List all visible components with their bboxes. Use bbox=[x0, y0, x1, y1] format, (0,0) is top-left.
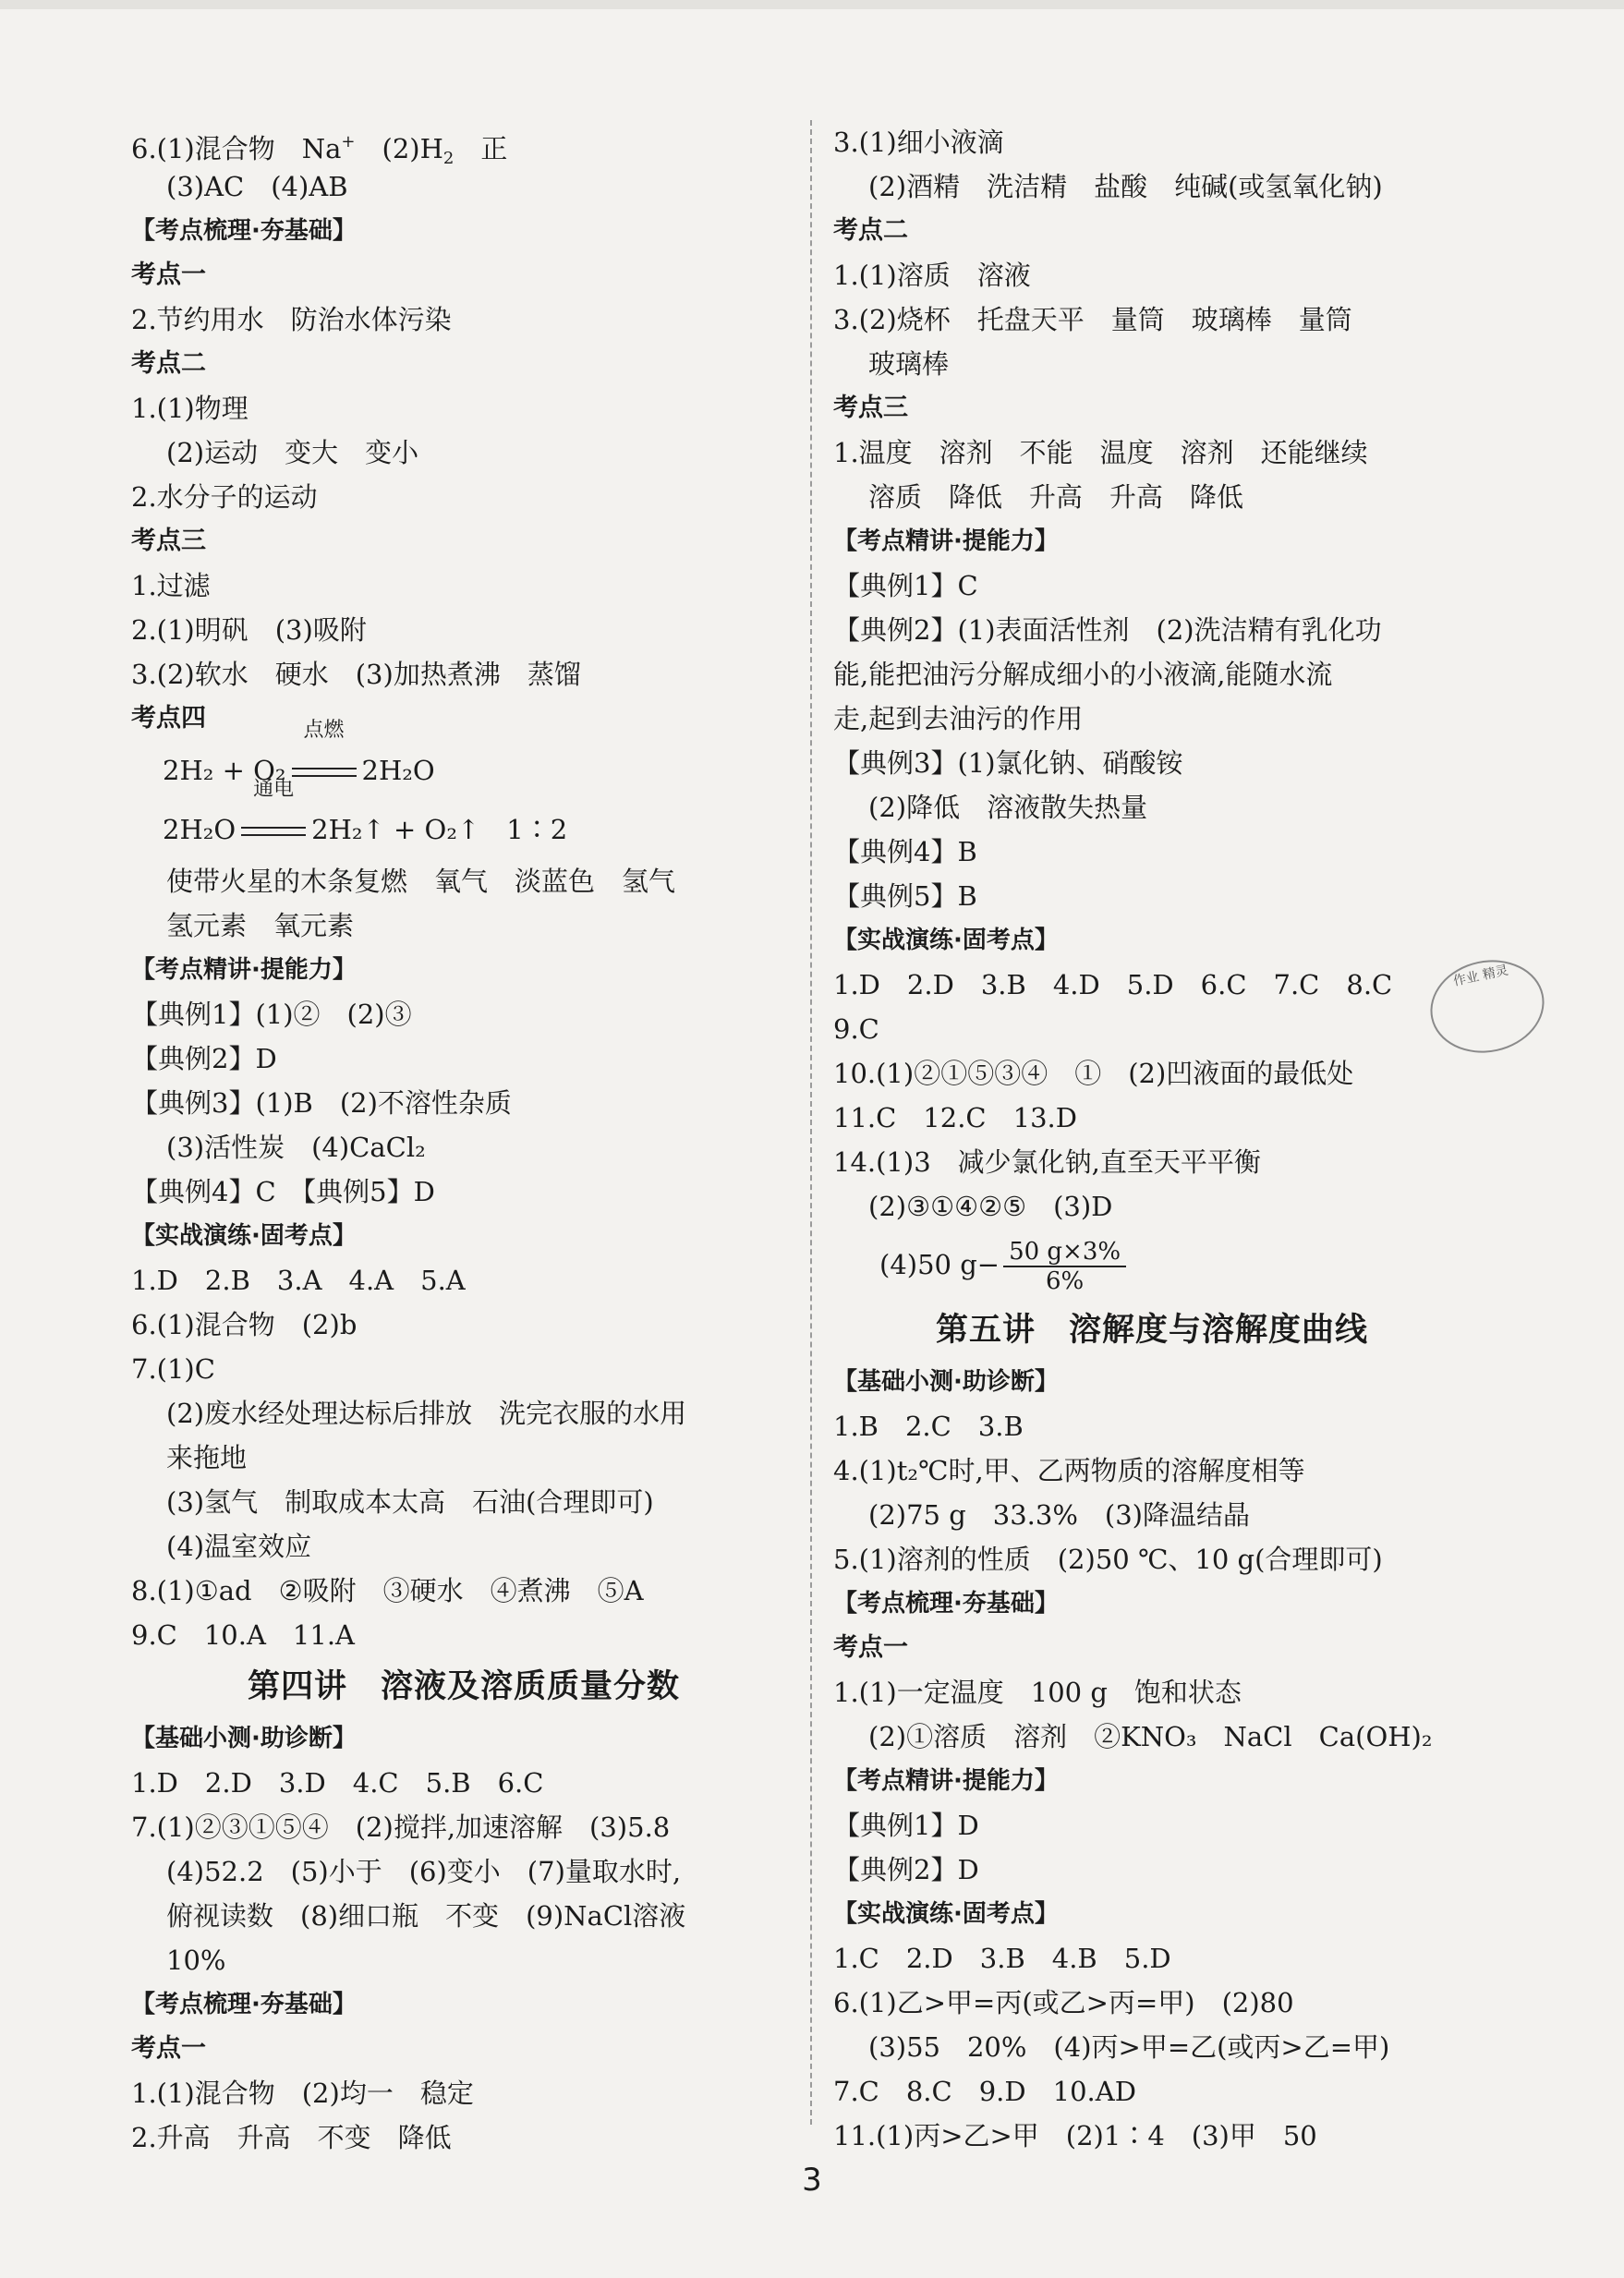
answer-line: (2)降低 溶液散失热量 bbox=[868, 792, 1148, 823]
answer-line: 7.(1)②③①⑤④ (2)搅拌,加速溶解 (3)5.8 bbox=[131, 1811, 671, 1843]
answer-line: 氢元素 氧元素 bbox=[166, 910, 355, 941]
answer-line: 1.C 2.D 3.B 4.B 5.D bbox=[833, 1943, 1171, 1974]
answer-line: 1.(1)物理 bbox=[131, 393, 248, 424]
fraction-expression: (4)50 g− $\frac{50 g\times 3\%}{6\%}$ bbox=[833, 1229, 1471, 1301]
section-header: 【实战演练·固考点】 bbox=[833, 1900, 1059, 1928]
section-header: 【实战演练·固考点】 bbox=[131, 1222, 357, 1250]
answer-line: 9.C 10.A 11.A bbox=[131, 1619, 355, 1651]
answer-line: 1.(1)溶质 溶液 bbox=[833, 260, 1031, 291]
answer-line: 10% bbox=[166, 1945, 226, 1976]
answer-line: 2.升高 升高 不变 降低 bbox=[131, 2122, 452, 2153]
column-divider bbox=[810, 120, 812, 2125]
example-answer: 【典例5】B bbox=[833, 880, 977, 912]
answer-line: 3.(2)烧杯 托盘天平 量筒 玻璃棒 量筒 bbox=[833, 304, 1352, 335]
answer-line: 8.(1)①ad ②吸附 ③硬水 ④煮沸 ⑤A bbox=[131, 1575, 644, 1606]
answer-line: 11.C 12.C 13.D bbox=[833, 1102, 1077, 1133]
section-header: 【考点精讲·提能力】 bbox=[131, 956, 357, 984]
answer-line: (2)①溶质 溶剂 ②KNO₃ NaCl Ca(OH)₂ bbox=[868, 1721, 1433, 1752]
example-answer: 【典例2】D bbox=[833, 1854, 979, 1885]
answer-line: 10.(1)②①⑤③④ ① (2)凹液面的最低处 bbox=[833, 1058, 1354, 1089]
example-answer: 【典例2】(1)表面活性剂 (2)洗洁精有乳化功 bbox=[833, 614, 1382, 646]
answer-line: (2)酒精 洗洁精 盐酸 纯碱(或氢氧化钠) bbox=[868, 171, 1383, 202]
answer-line: 11.(1)丙>乙>甲 (2)1∶4 (3)甲 50 bbox=[833, 2120, 1317, 2151]
section-header: 【实战演练·固考点】 bbox=[833, 927, 1059, 954]
left-column bbox=[131, 120, 796, 2160]
answer-line: (2)运动 变大 变小 bbox=[166, 437, 419, 468]
answer-line: 7.C 8.C 9.D 10.AD bbox=[833, 2076, 1136, 2107]
section-header: 【考点精讲·提能力】 bbox=[833, 1767, 1059, 1795]
example-answer: 【典例1】(1)② (2)③ bbox=[131, 999, 412, 1030]
section-header: 【考点梳理·夯基础】 bbox=[833, 1590, 1059, 1618]
lecture-4-title: 第四讲 溶液及溶质质量分数 bbox=[247, 1668, 680, 1705]
answer-line: 1.(1)混合物 (2)均一 稳定 bbox=[131, 2078, 474, 2109]
answer-line: 玻璃棒 bbox=[868, 348, 950, 380]
example-answer: 【典例3】(1)氯化钠、硝酸铵 bbox=[833, 747, 1183, 779]
answer-line: 5.(1)溶剂的性质 (2)50 ℃、10 g(合理即可) bbox=[833, 1544, 1383, 1575]
answer-line: 3.(2)软水 硬水 (3)加热煮沸 蒸馏 bbox=[131, 659, 581, 690]
answer-line: (4)52.2 (5)小于 (6)变小 (7)量取水时, bbox=[166, 1856, 682, 1887]
watermark-stamp: 作业 精灵 bbox=[1422, 950, 1553, 1063]
section-header: 【基础小测·助诊断】 bbox=[833, 1368, 1059, 1396]
answer-line: 7.(1)C bbox=[131, 1353, 215, 1385]
answer-line: 1.D 2.B 3.A 4.A 5.A bbox=[131, 1265, 466, 1296]
answer-line: (3)AC (4)AB bbox=[166, 171, 348, 202]
page-number: 3 bbox=[802, 2162, 822, 2199]
equation-hydrogen-combustion: 2H₂ + O₂ 点燃 2H₂O bbox=[163, 719, 435, 786]
topic-label: 考点二 bbox=[833, 216, 908, 245]
example-answer: 【典例3】(1)B (2)不溶性杂质 bbox=[131, 1087, 512, 1119]
answer-line: 1.(1)一定温度 100 g 饱和状态 bbox=[833, 1677, 1242, 1708]
topic-label: 考点二 bbox=[131, 349, 206, 378]
example-answer: 【典例4】B bbox=[833, 836, 977, 867]
answer-line: 2.(1)明矾 (3)吸附 bbox=[131, 614, 367, 646]
topic-label: 考点一 bbox=[833, 1633, 908, 1662]
answer-line: 走,起到去油污的作用 bbox=[833, 703, 1084, 734]
section-header: 【考点精讲·提能力】 bbox=[833, 527, 1059, 555]
answer-line: 俯视读数 (8)细口瓶 不变 (9)NaCl溶液 bbox=[166, 1900, 686, 1932]
answer-line: (2)废水经处理达标后排放 洗完衣服的水用 bbox=[166, 1398, 687, 1429]
topic-label: 考点四 bbox=[131, 704, 206, 733]
answer-line: 1.D 2.D 3.D 4.C 5.B 6.C bbox=[131, 1767, 544, 1799]
answer-line: 14.(1)3 减少氯化钠,直至天平平衡 bbox=[833, 1146, 1261, 1178]
answer-line: (4)温室效应 bbox=[166, 1531, 312, 1562]
answer-line: 1.过滤 bbox=[131, 570, 211, 601]
section-header: 【基础小测·助诊断】 bbox=[131, 1725, 357, 1752]
answer-line: (3)氢气 制取成本太高 石油(合理即可) bbox=[166, 1486, 654, 1518]
answer-line: 1.D 2.D 3.B 4.D 5.D 6.C 7.C 8.C bbox=[833, 969, 1393, 1000]
answer-line: 9.C bbox=[833, 1013, 879, 1045]
section-header: 【考点梳理·夯基础】 bbox=[131, 1991, 357, 2018]
answer-line: (2)③①④②⑤ (3)D bbox=[868, 1191, 1113, 1222]
topic-label: 考点一 bbox=[131, 261, 206, 289]
page-top-edge bbox=[0, 0, 1624, 9]
lecture-5-title: 第五讲 溶解度与溶解度曲线 bbox=[935, 1312, 1368, 1349]
topic-label: 考点三 bbox=[833, 394, 908, 422]
example-answer: 【典例2】D bbox=[131, 1043, 277, 1074]
answer-line: (3)55 20% (4)丙>甲=乙(或丙>乙=甲) bbox=[868, 2031, 1390, 2063]
answer-line: (3)活性炭 (4)CaCl₂ bbox=[166, 1132, 426, 1163]
right-column bbox=[833, 120, 1471, 2158]
answer-line: 4.(1)t₂℃时,甲、乙两物质的溶解度相等 bbox=[833, 1455, 1305, 1486]
answer-line: 1.B 2.C 3.B bbox=[833, 1411, 1024, 1442]
answer-line: (2)75 g 33.3% (3)降温结晶 bbox=[868, 1499, 1250, 1531]
answer-line: 6.(1)混合物 Na+ $(2)H_2$ 正 bbox=[131, 132, 508, 168]
answer-line: 使带火星的木条复燃 氧气 淡蓝色 氢气 bbox=[166, 866, 676, 897]
example-answer: 【典例4】C 【典例5】D bbox=[131, 1176, 435, 1207]
answer-line: 来拖地 bbox=[166, 1442, 248, 1473]
topic-label: 考点一 bbox=[131, 2034, 206, 2063]
answer-line: 3.(1)细小液滴 bbox=[833, 127, 1004, 158]
example-answer: 【典例1】C bbox=[833, 570, 978, 601]
example-answer: 【典例1】D bbox=[833, 1810, 979, 1841]
answer-line: 2.水分子的运动 bbox=[131, 481, 318, 513]
answer-line: 2.节约用水 防治水体污染 bbox=[131, 304, 452, 335]
answer-line: 溶质 降低 升高 升高 降低 bbox=[868, 481, 1244, 513]
answer-line: 6.(1)混合物 (2)b bbox=[131, 1309, 358, 1340]
equation-water-electrolysis: 2H₂O 通电 2H₂↑ + O₂↑ 1∶2 bbox=[163, 778, 568, 845]
answer-line: 1.温度 溶剂 不能 温度 溶剂 还能继续 bbox=[833, 437, 1368, 468]
answer-line: 6.(1)乙>甲=丙(或乙>丙=甲) (2)80 bbox=[833, 1987, 1294, 2018]
section-header: 【考点梳理·夯基础】 bbox=[131, 217, 357, 245]
topic-label: 考点三 bbox=[131, 527, 206, 555]
answer-line: 能,能把油污分解成细小的小液滴,能随水流 bbox=[833, 659, 1333, 690]
